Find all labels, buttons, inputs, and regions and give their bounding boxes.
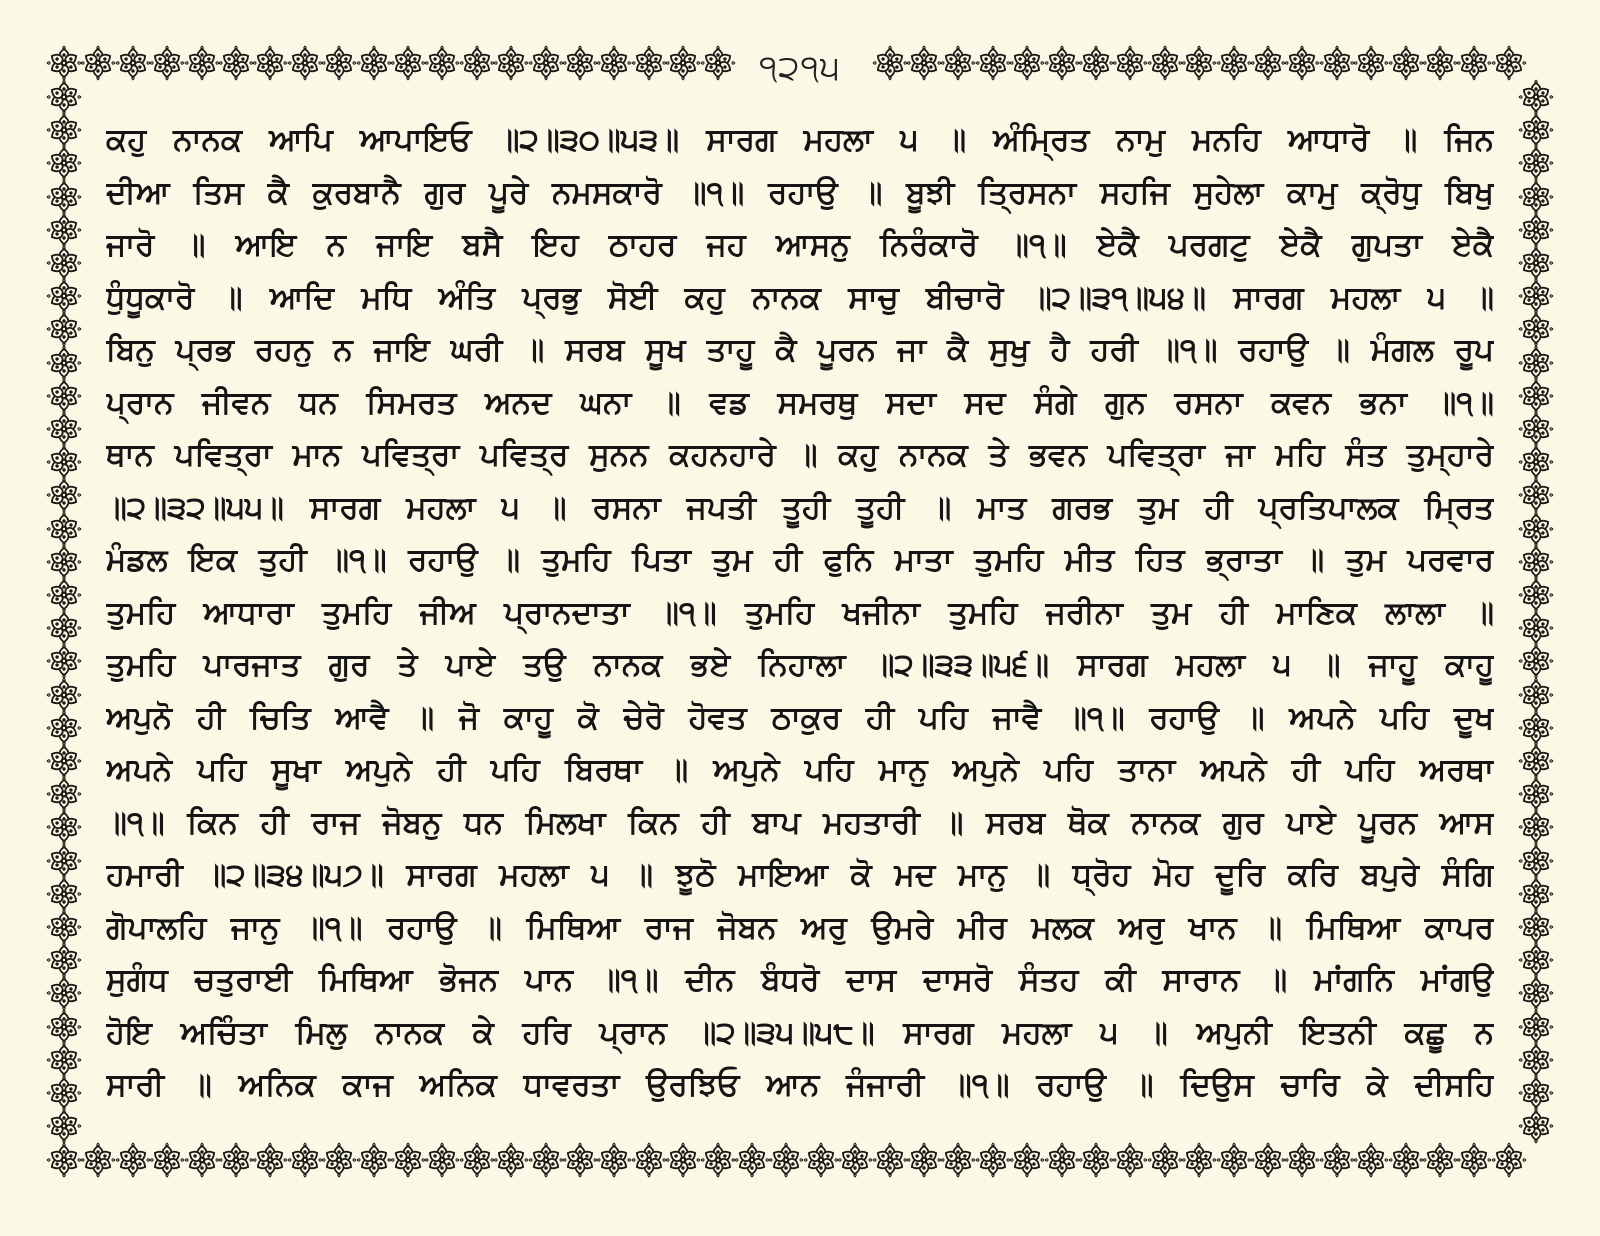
six-petal-flower-icon [735,1143,769,1177]
six-petal-flower-icon [1389,1143,1423,1177]
six-petal-flower-icon [253,1143,287,1177]
six-petal-flower-icon [1519,1109,1553,1143]
six-petal-flower-icon [1519,445,1553,479]
text-line: ਹਮਾਰੀ ॥੨॥੩੪॥੫੭॥ ਸਾਰਗ ਮਹਲਾ ੫ ॥ ਝੂਠੋ ਮਾਇਆ ਕੋ ਮਦ ਮਾਨੁ ॥ ਧ੍ਰੋਹ ਮੋਹ ਦੂਰਿ ਕਰਿ ਬਪੁਰੇ ਸੰਗਿ [106,857,1494,893]
six-petal-flower-icon [1519,711,1553,745]
text-line: ਬਿਨੁ ਪ੍ਰਭ ਰਹਨੁ ਨ ਜਾਇ ਘਰੀ ॥ ਸਰਬ ਸੂਖ ਤਾਹੂ ਕੈ ਪੂਰਨ ਜਾ ਕੈ ਸੁਖੁ ਹੈ ਹਰੀ ॥੧॥ ਰਹਾਉ ॥ ਮੰਗਲ ਰੂਪ [106,332,1494,368]
text-line: ਕਹੁ ਨਾਨਕ ਆਪਿ ਆਪਾਇਓ ॥੨॥੩੦॥੫੩॥ ਸਾਰਗ ਮਹਲਾ ੫ ॥ ਅੰਮ੍ਰਿਤ ਨਾਮੁ ਮਨਹਿ ਆਧਾਰੋ ॥ ਜਿਨ [106,122,1494,158]
six-petal-flower-icon [1519,213,1553,247]
six-petal-flower-icon [47,478,81,512]
text-line: ਹੋਇ ਅਚਿੰਤਾ ਮਿਲੁ ਨਾਨਕ ਕੇ ਹਰਿ ਪ੍ਰਾਨ ॥੨॥੩੫॥੫੮॥ ਸਾਰਗ ਮਹਲਾ ੫ ॥ ਅਪੁਨੀ ਇਤਨੀ ਕਛੂ ਨ [106,1014,1494,1051]
six-petal-flower-icon [1519,113,1553,147]
six-petal-flower-icon [47,943,81,977]
six-petal-flower-icon [116,1143,150,1177]
six-petal-flower-icon [1519,578,1553,612]
six-petal-flower-icon [219,46,253,80]
six-petal-flower-icon [47,711,81,745]
six-petal-flower-icon [1492,46,1526,80]
six-petal-flower-icon [701,46,735,80]
six-petal-flower-icon [494,1143,528,1177]
six-petal-flower-icon [1389,46,1423,80]
six-petal-flower-icon [185,1143,219,1177]
six-petal-flower-icon [1519,844,1553,878]
six-petal-flower-icon [219,1143,253,1177]
six-petal-flower-icon [1010,46,1044,80]
six-petal-flower-icon [47,1143,81,1177]
six-petal-flower-icon [1519,777,1553,811]
six-petal-flower-icon [597,1143,631,1177]
six-petal-flower-icon [1519,744,1553,778]
six-petal-flower-icon [1519,611,1553,645]
six-petal-flower-icon [47,412,81,446]
six-petal-flower-icon [47,445,81,479]
text-line: ਅਪੁਨੋ ਹੀ ਚਿਤਿ ਆਵੈ ॥ ਜੋ ਕਾਹੂ ਕੋ ਚੇਰੋ ਹੋਵਤ ਠਾਕੁਰ ਹੀ ਪਹਿ ਜਾਵੈ ॥੧॥ ਰਹਾਉ ॥ ਅਪਨੇ ਪਹਿ ਦੂਖ [106,699,1494,736]
six-petal-flower-icon [47,777,81,811]
six-petal-flower-icon [47,810,81,844]
text-line: ਤੁਮਹਿ ਪਾਰਜਾਤ ਗੁਰ ਤੇ ਪਾਏ ਤਉ ਨਾਨਕ ਭਏ ਨਿਹਾਲਾ ॥੨॥੩੩॥੫੬॥ ਸਾਰਗ ਮਹਲਾ ੫ ॥ ਜਾਹੂ ਕਾਹੂ [106,647,1494,683]
six-petal-flower-icon [47,910,81,944]
six-petal-flower-icon [1519,644,1553,678]
six-petal-flower-icon [322,1143,356,1177]
six-petal-flower-icon [357,46,391,80]
six-petal-flower-icon [81,1143,115,1177]
six-petal-flower-icon [47,279,81,313]
six-petal-flower-icon [47,1076,81,1110]
six-petal-flower-icon [1182,46,1216,80]
six-petal-flower-icon [288,46,322,80]
six-petal-flower-icon [47,180,81,214]
text-line: ਤੁਮਹਿ ਆਧਾਰਾ ਤੁਮਹਿ ਜੀਅ ਪ੍ਰਾਨਦਾਤਾ ॥੧॥ ਤੁਮਹਿ ਖਜੀਨਾ ਤੁਮਹਿ ਜਰੀਨਾ ਤੁਮ ਹੀ ਮਾਣਿਕ ਲਾਲਾ ॥ [106,594,1494,631]
six-petal-flower-icon [1285,1143,1319,1177]
six-petal-flower-icon [47,1043,81,1077]
six-petal-flower-icon [47,844,81,878]
six-petal-flower-icon [873,46,907,80]
six-petal-flower-icon [1457,46,1491,80]
six-petal-flower-icon [253,46,287,80]
six-petal-flower-icon [47,346,81,380]
six-petal-flower-icon [185,46,219,80]
six-petal-flower-icon [47,512,81,546]
six-petal-flower-icon [1519,943,1553,977]
six-petal-flower-icon [1519,379,1553,413]
six-petal-flower-icon [150,46,184,80]
six-petal-flower-icon [391,1143,425,1177]
six-petal-flower-icon [632,46,666,80]
six-petal-flower-icon [116,46,150,80]
six-petal-flower-icon [47,213,81,247]
six-petal-flower-icon [941,46,975,80]
six-petal-flower-icon [769,1143,803,1177]
six-petal-flower-icon [1519,80,1553,114]
six-petal-flower-icon [391,46,425,80]
six-petal-flower-icon [1182,1143,1216,1177]
six-petal-flower-icon [47,146,81,180]
six-petal-flower-icon [47,578,81,612]
text-line: ॥੧॥ ਕਿਨ ਹੀ ਰਾਜ ਜੋਬਨੁ ਧਨ ਮਿਲਖਾ ਕਿਨ ਹੀ ਬਾਪ ਮਹਤਾਰੀ ॥ ਸਰਬ ਥੋਕ ਨਾਨਕ ਗੁਰ ਪਾਏ ਪੂਰਨ ਆਸ [106,804,1494,841]
text-line: ਅਪਨੇ ਪਹਿ ਸੂਖਾ ਅਪੁਨੇ ਹੀ ਪਹਿ ਬਿਰਥਾ ॥ ਅਪੁਨੇ ਪਹਿ ਮਾਨੁ ਅਪੁਨੇ ਪਹਿ ਤਾਨਾ ਅਪਨੇ ਹੀ ਪਹਿ ਅਰਥਾ [106,752,1494,788]
six-petal-flower-icon [1519,180,1553,214]
six-petal-flower-icon [1423,1143,1457,1177]
six-petal-flower-icon [1519,246,1553,280]
six-petal-flower-icon [1519,545,1553,579]
six-petal-flower-icon [1251,46,1285,80]
six-petal-flower-icon [47,976,81,1010]
six-petal-flower-icon [1113,1143,1147,1177]
six-petal-flower-icon [1320,46,1354,80]
six-petal-flower-icon [47,46,81,80]
six-petal-flower-icon [288,1143,322,1177]
six-petal-flower-icon [1354,1143,1388,1177]
six-petal-flower-icon [1217,1143,1251,1177]
six-petal-flower-icon [322,46,356,80]
six-petal-flower-icon [1519,146,1553,180]
text-line: ਪ੍ਰਾਨ ਜੀਵਨ ਧਨ ਸਿਮਰਤ ਅਨਦ ਘਨਾ ॥ ਵਡ ਸਮਰਥੁ ਸਦਾ ਸਦ ਸੰਗੇ ਗੁਨ ਰਸਨਾ ਕਵਨ ਭਨਾ ॥੧॥ [106,384,1494,421]
six-petal-flower-icon [47,611,81,645]
six-petal-flower-icon [47,80,81,114]
six-petal-flower-icon [907,1143,941,1177]
six-petal-flower-icon [1519,810,1553,844]
six-petal-flower-icon [47,312,81,346]
six-petal-flower-icon [460,1143,494,1177]
six-petal-flower-icon [47,644,81,678]
six-petal-flower-icon [976,46,1010,80]
six-petal-flower-icon [1519,279,1553,313]
six-petal-flower-icon [529,46,563,80]
six-petal-flower-icon [1519,346,1553,380]
six-petal-flower-icon [1079,46,1113,80]
six-petal-flower-icon [81,46,115,80]
six-petal-flower-icon [47,744,81,778]
six-petal-flower-icon [47,1010,81,1044]
text-line: ਸਾਰੀ ॥ ਅਨਿਕ ਕਾਜ ਅਨਿਕ ਧਾਵਰਤਾ ਉਰਝਿਓ ਆਨ ਜੰਜਾਰੀ ॥੧॥ ਰਹਾਉ ॥ ਦਿਉਸ ਚਾਰਿ ਕੇ ਦੀਸਹਿ [106,1067,1494,1103]
six-petal-flower-icon [1519,412,1553,446]
gurbani-text-block [106,114,1494,1104]
six-petal-flower-icon [873,1143,907,1177]
six-petal-flower-icon [1251,1143,1285,1177]
text-line: ਗੋਪਾਲਹਿ ਜਾਨੁ ॥੧॥ ਰਹਾਉ ॥ ਮਿਥਿਆ ਰਾਜ ਜੋਬਨ ਅਰੁ ਉਮਰੇ ਮੀਰ ਮਲਕ ਅਰੁ ਖਾਨ ॥ ਮਿਥਿਆ ਕਾਪਰ [106,909,1494,946]
six-petal-flower-icon [1519,877,1553,911]
six-petal-flower-icon [529,1143,563,1177]
six-petal-flower-icon [1519,678,1553,712]
six-petal-flower-icon [425,1143,459,1177]
text-line: ਮੰਡਲ ਇਕ ਤੁਹੀ ॥੧॥ ਰਹਾਉ ॥ ਤੁਮਹਿ ਪਿਤਾ ਤੁਮ ਹੀ ਫੁਨਿ ਮਾਤਾ ਤੁਮਹਿ ਮੀਤ ਹਿਤ ਭ੍ਰਾਤਾ ॥ ਤੁਮ ਪਰਵਾਰ [106,542,1494,578]
six-petal-flower-icon [1519,910,1553,944]
six-petal-flower-icon [1217,46,1251,80]
six-petal-flower-icon [460,46,494,80]
text-line: ਥਾਨ ਪਵਿਤ੍ਰਾ ਮਾਨ ਪਵਿਤ੍ਰਾ ਪਵਿਤ੍ਰ ਸੁਨਨ ਕਹਨਹਾਰੇ ॥ ਕਹੁ ਨਾਨਕ ਤੇ ਭਵਨ ਪਵਿਤ੍ਰਾ ਜਾ ਮਹਿ ਸੰਤ ਤੁਮ੍ਹਾਰੇ [106,437,1494,473]
six-petal-flower-icon [47,246,81,280]
six-petal-flower-icon [47,379,81,413]
six-petal-flower-icon [1045,1143,1079,1177]
six-petal-flower-icon [666,46,700,80]
six-petal-flower-icon [1079,1143,1113,1177]
six-petal-flower-icon [941,1143,975,1177]
six-petal-flower-icon [47,678,81,712]
six-petal-flower-icon [1010,1143,1044,1177]
six-petal-flower-icon [47,113,81,147]
six-petal-flower-icon [425,46,459,80]
six-petal-flower-icon [666,1143,700,1177]
six-petal-flower-icon [976,1143,1010,1177]
six-petal-flower-icon [1045,46,1079,80]
six-petal-flower-icon [1148,46,1182,80]
six-petal-flower-icon [907,46,941,80]
six-petal-flower-icon [1423,46,1457,80]
text-line: ॥੨॥੩੨॥੫੫॥ ਸਾਰਗ ਮਹਲਾ ੫ ॥ ਰਸਨਾ ਜਪਤੀ ਤੂਹੀ ਤੂਹੀ ॥ ਮਾਤ ਗਰਭ ਤੁਮ ਹੀ ਪ੍ਰਤਿਪਾਲਕ ਮ੍ਰਿਤ [106,489,1494,526]
six-petal-flower-icon [357,1143,391,1177]
six-petal-flower-icon [838,1143,872,1177]
six-petal-flower-icon [1320,1143,1354,1177]
six-petal-flower-icon [701,1143,735,1177]
six-petal-flower-icon [563,1143,597,1177]
six-petal-flower-icon [47,877,81,911]
six-petal-flower-icon [1354,46,1388,80]
page-number-box [737,44,863,92]
six-petal-flower-icon [150,1143,184,1177]
six-petal-flower-icon [563,46,597,80]
six-petal-flower-icon [1113,46,1147,80]
six-petal-flower-icon [1519,312,1553,346]
six-petal-flower-icon [632,1143,666,1177]
text-line: ਦੀਆ ਤਿਸ ਕੈ ਕੁਰਬਾਨੈ ਗੁਰ ਪੂਰੇ ਨਮਸਕਾਰੋ ॥੧॥ ਰਹਾਉ ॥ ਬੂਝੀ ਤ੍ਰਿਸਨਾ ਸਹਜਿ ਸੁਹੇਲਾ ਕਾਮੁ ਕ੍ਰੋਧੁ ਬਿਖੁ [106,174,1494,211]
six-petal-flower-icon [47,545,81,579]
text-line: ਸੁਗੰਧ ਚਤੁਰਾਈ ਮਿਥਿਆ ਭੋਜਨ ਪਾਨ ॥੧॥ ਦੀਨ ਬੰਧਰੋ ਦਾਸ ਦਾਸਰੋ ਸੰਤਹ ਕੀ ਸਾਰਾਨ ॥ ਮਾਂਗਨਿ ਮਾਂਗਉ [106,962,1494,998]
six-petal-flower-icon [1492,1143,1526,1177]
six-petal-flower-icon [1148,1143,1182,1177]
six-petal-flower-icon [1519,1010,1553,1044]
six-petal-flower-icon [597,46,631,80]
text-line: ਧੁੰਧੂਕਾਰੋ ॥ ਆਦਿ ਮਧਿ ਅੰਤਿ ਪ੍ਰਭੁ ਸੋਈ ਕਹੁ ਨਾਨਕ ਸਾਚੁ ਬੀਚਾਰੋ ॥੨॥੩੧॥੫੪॥ ਸਾਰਗ ਮਹਲਾ ੫ ॥ [106,279,1494,316]
six-petal-flower-icon [1519,1076,1553,1110]
six-petal-flower-icon [1519,478,1553,512]
page-number: ੧੨੧੫ [758,48,842,88]
six-petal-flower-icon [1519,976,1553,1010]
six-petal-flower-icon [804,1143,838,1177]
six-petal-flower-icon [1285,46,1319,80]
six-petal-flower-icon [1519,1043,1553,1077]
text-line: ਜਾਰੋ ॥ ਆਇ ਨ ਜਾਇ ਬਸੈ ਇਹ ਠਾਹਰ ਜਹ ਆਸਨੁ ਨਿਰੰਕਾਰੋ ॥੧॥ ਏਕੈ ਪਰਗਟੁ ਏਕੈ ਗੁਪਤਾ ਏਕੈ [106,227,1494,263]
six-petal-flower-icon [1519,512,1553,546]
six-petal-flower-icon [494,46,528,80]
six-petal-flower-icon [47,1109,81,1143]
six-petal-flower-icon [1457,1143,1491,1177]
